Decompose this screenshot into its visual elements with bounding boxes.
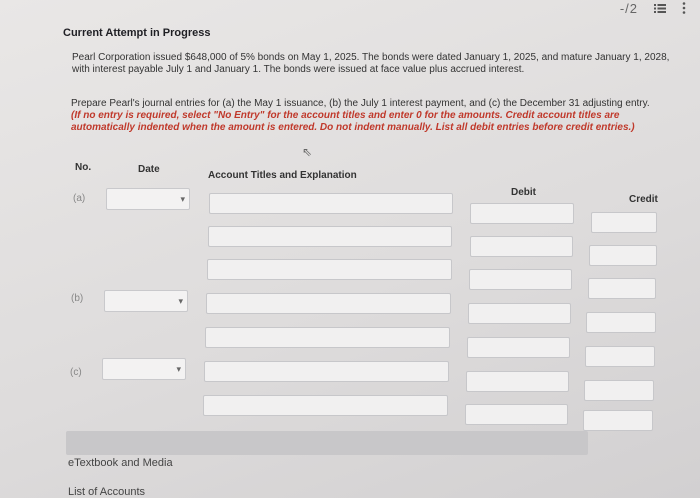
- account-field-b1[interactable]: [206, 293, 451, 314]
- problem-statement: Pearl Corporation issued $648,000 of 5% bonds on May 1, 2025. The bonds were dated January 1, 2025, and mature January 1, 2028, with interest payable July 1 and January 1. The bonds were issued at face value plus accrued interest.: [72, 52, 670, 75]
- account-field-a2[interactable]: [208, 226, 452, 247]
- account-field-a3[interactable]: [207, 259, 452, 280]
- list-of-accounts-link[interactable]: List of Accounts: [68, 486, 146, 498]
- etextbook-link[interactable]: eTextbook and Media: [68, 457, 173, 469]
- row-label-c: (c): [70, 367, 82, 378]
- debit-field-c2[interactable]: [465, 404, 568, 425]
- instructions: [71, 98, 661, 134]
- credit-field-a1[interactable]: [591, 212, 657, 233]
- chevron-down-icon: ▾: [180, 193, 185, 204]
- more-vertical-icon[interactable]: [682, 2, 686, 14]
- chevron-down-icon: ▾: [178, 295, 183, 306]
- debit-field-a3[interactable]: [469, 269, 572, 290]
- credit-field-c2[interactable]: [583, 410, 653, 431]
- account-field-b2[interactable]: [205, 327, 450, 348]
- credit-field-c1[interactable]: [584, 380, 654, 401]
- header-no: No.: [75, 162, 92, 173]
- section-divider-bar: [66, 431, 588, 455]
- account-field-c1[interactable]: [204, 361, 449, 382]
- list-icon[interactable]: [654, 3, 666, 14]
- instructions-emphasis: (If no entry is required, select "No Entry" for the account titles and enter 0 for the amounts. Credit account titles are automatically indented when the amount is entered. Do not indent manually. List all debit entries before credit entries.): [71, 110, 635, 133]
- header-debit: Debit: [511, 187, 536, 198]
- debit-field-c1[interactable]: [466, 371, 569, 392]
- account-field-c2[interactable]: [203, 395, 448, 416]
- chevron-down-icon: ▾: [176, 363, 181, 374]
- credit-field-b2[interactable]: [585, 346, 655, 367]
- credit-field-a3[interactable]: [588, 278, 656, 299]
- row-label-a: (a): [73, 193, 86, 204]
- credit-field-b1[interactable]: [586, 312, 656, 333]
- header-account: Account Titles and Explanation: [208, 170, 357, 181]
- account-field-a1[interactable]: [209, 193, 453, 214]
- date-select-a[interactable]: [106, 188, 190, 210]
- attempt-status: Current Attempt in Progress: [63, 27, 211, 39]
- row-label-b: (b): [71, 293, 84, 304]
- header-credit: Credit: [629, 194, 658, 205]
- mouse-cursor-icon: ⇖: [302, 145, 313, 159]
- date-select-b[interactable]: [104, 290, 188, 312]
- header-date: Date: [138, 164, 160, 175]
- debit-field-a1[interactable]: [470, 203, 574, 224]
- debit-field-b2[interactable]: [467, 337, 570, 358]
- date-select-c[interactable]: [102, 358, 186, 380]
- top-controls: [620, 0, 686, 16]
- debit-field-b1[interactable]: [468, 303, 571, 324]
- page-indicator: -/2: [619, 0, 638, 16]
- instructions-main: Prepare Pearl's journal entries for (a) the May 1 issuance, (b) the July 1 interest payment, and (c) the December 31 adjusting entry.: [71, 98, 650, 109]
- credit-field-a2[interactable]: [589, 245, 657, 266]
- debit-field-a2[interactable]: [470, 236, 573, 257]
